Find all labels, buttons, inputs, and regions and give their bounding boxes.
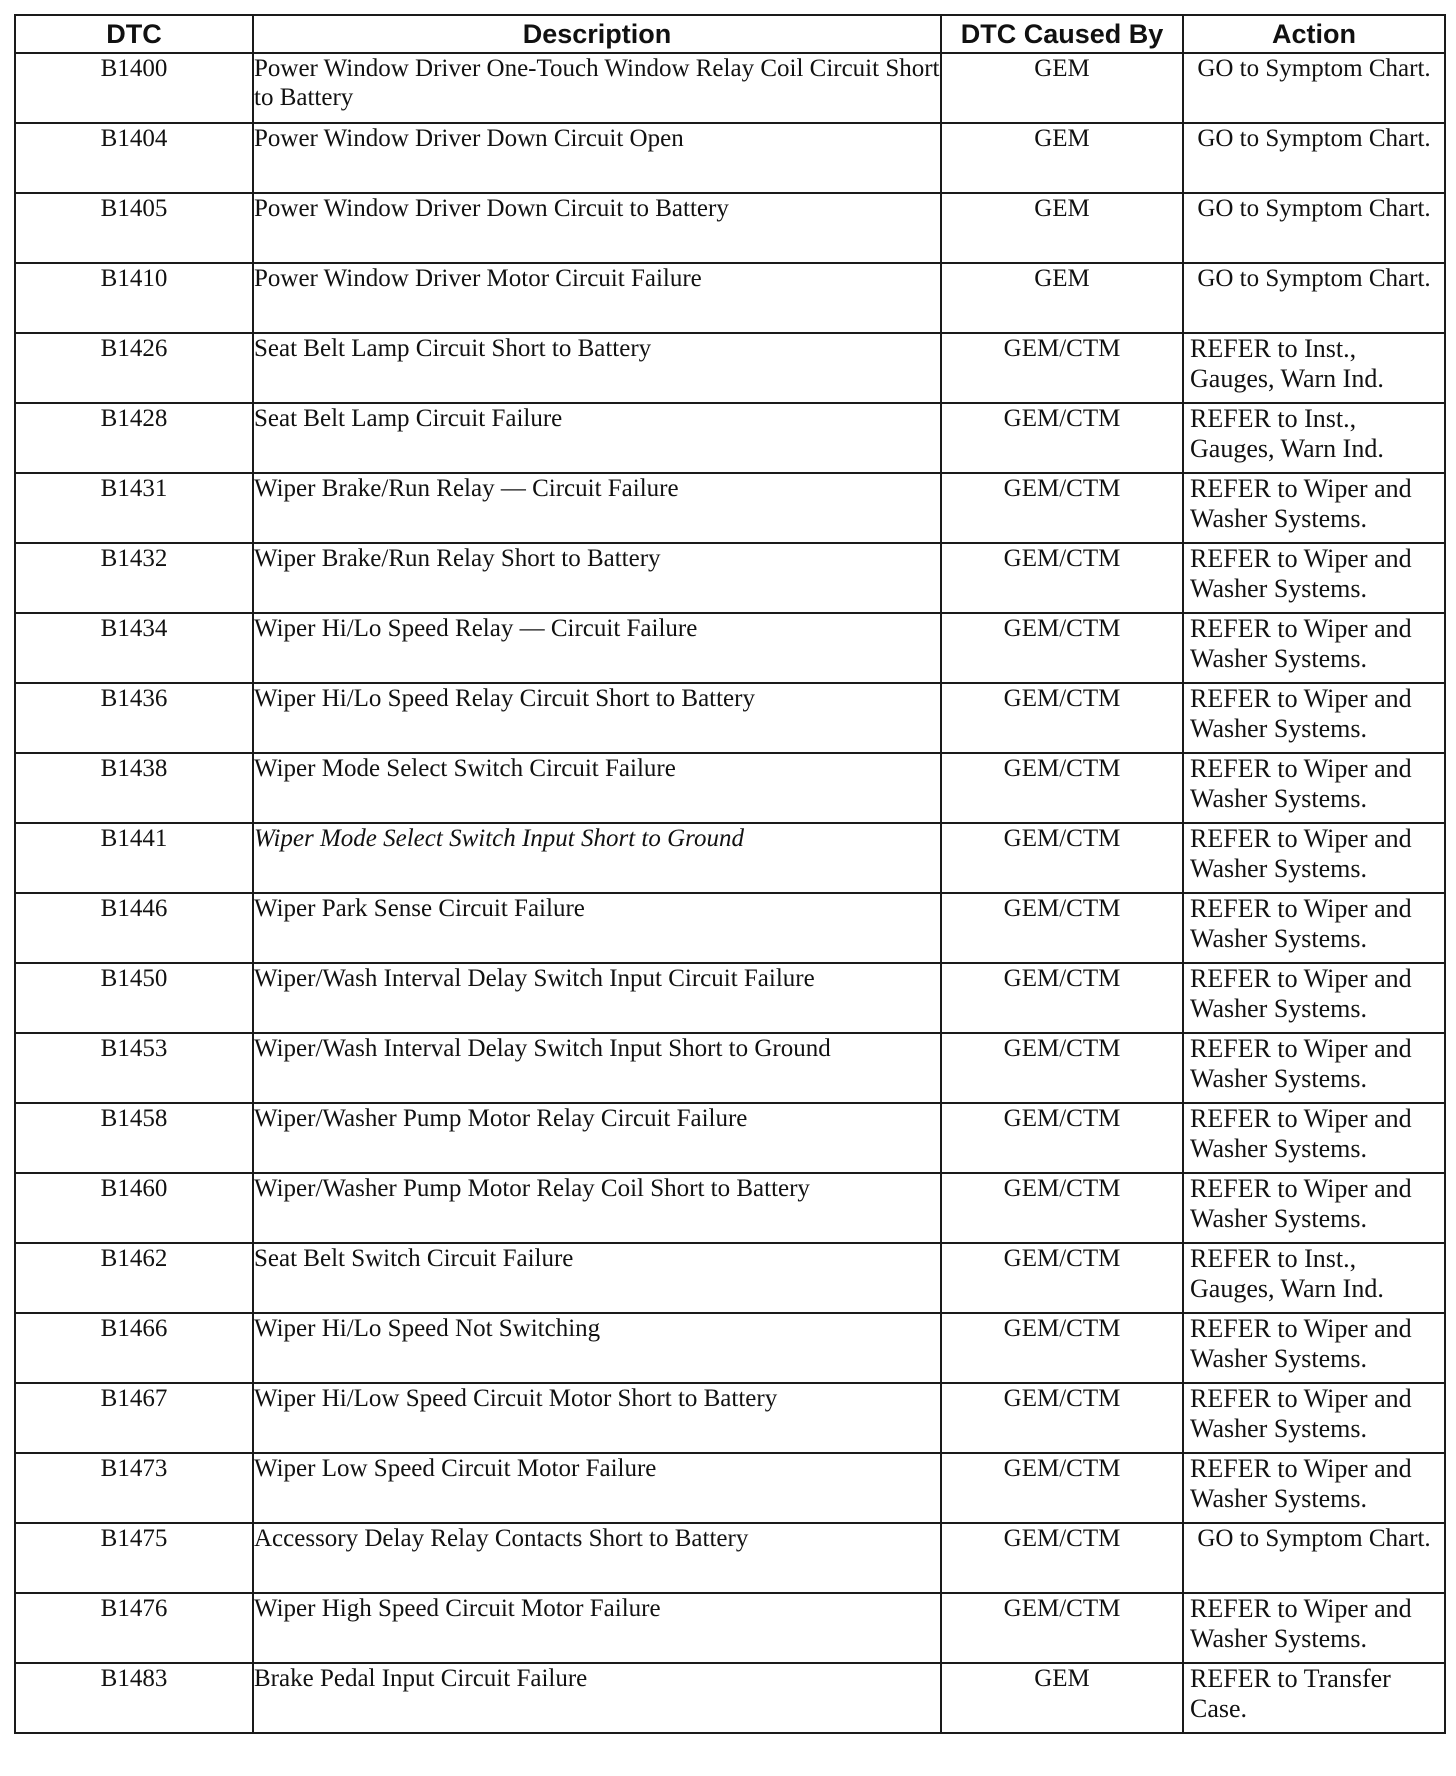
action-cell: GO to Symptom Chart. [1183, 53, 1445, 123]
caused-by-cell: GEM/CTM [941, 613, 1183, 683]
dtc-code-cell: B1458 [15, 1103, 253, 1173]
dtc-code-cell: B1446 [15, 893, 253, 963]
action-cell: REFER to Wiper and Washer Systems. [1183, 823, 1445, 893]
description-cell: Wiper Brake/Run Relay Short to Battery [253, 543, 941, 613]
action-cell: REFER to Wiper and Washer Systems. [1183, 1103, 1445, 1173]
dtc-code-cell: B1441 [15, 823, 253, 893]
description-cell: Power Window Driver Down Circuit Open [253, 123, 941, 193]
dtc-code-cell: B1428 [15, 403, 253, 473]
dtc-code-cell: B1460 [15, 1173, 253, 1243]
dtc-table [14, 14, 1446, 1734]
table-row [15, 1663, 1445, 1733]
table-row [15, 1173, 1445, 1243]
caused-by-cell: GEM/CTM [941, 1103, 1183, 1173]
action-cell: REFER to Wiper and Washer Systems. [1183, 963, 1445, 1033]
caused-by-cell: GEM/CTM [941, 473, 1183, 543]
column-header-action: Action [1183, 15, 1445, 53]
caused-by-cell: GEM [941, 263, 1183, 333]
dtc-code-cell: B1475 [15, 1523, 253, 1593]
dtc-code-cell: B1438 [15, 753, 253, 823]
table-row [15, 1383, 1445, 1453]
dtc-code-cell: B1400 [15, 53, 253, 123]
dtc-code-cell: B1466 [15, 1313, 253, 1383]
table-row [15, 333, 1445, 403]
caused-by-cell: GEM/CTM [941, 403, 1183, 473]
description-cell: Wiper Park Sense Circuit Failure [253, 893, 941, 963]
action-cell: GO to Symptom Chart. [1183, 263, 1445, 333]
caused-by-cell: GEM/CTM [941, 1033, 1183, 1103]
caused-by-cell: GEM/CTM [941, 1593, 1183, 1663]
caused-by-cell: GEM [941, 193, 1183, 263]
header-row [15, 15, 1445, 53]
table-row [15, 1033, 1445, 1103]
table-row [15, 613, 1445, 683]
caused-by-cell: GEM/CTM [941, 1173, 1183, 1243]
description-cell: Wiper/Wash Interval Delay Switch Input Circuit Failure [253, 963, 941, 1033]
table-row [15, 1243, 1445, 1313]
action-cell: REFER to Wiper and Washer Systems. [1183, 1593, 1445, 1663]
dtc-code-cell: B1436 [15, 683, 253, 753]
action-cell: GO to Symptom Chart. [1183, 123, 1445, 193]
action-cell: REFER to Wiper and Washer Systems. [1183, 613, 1445, 683]
caused-by-cell: GEM/CTM [941, 1383, 1183, 1453]
table-row [15, 1523, 1445, 1593]
dtc-code-cell: B1476 [15, 1593, 253, 1663]
action-cell: REFER to Wiper and Washer Systems. [1183, 893, 1445, 963]
description-cell: Power Window Driver Motor Circuit Failure [253, 263, 941, 333]
description-cell: Wiper Mode Select Switch Input Short to Ground [253, 823, 941, 893]
table-row [15, 823, 1445, 893]
description-cell: Seat Belt Switch Circuit Failure [253, 1243, 941, 1313]
table-row [15, 473, 1445, 543]
caused-by-cell: GEM [941, 53, 1183, 123]
description-cell: Wiper Hi/Lo Speed Not Switching [253, 1313, 941, 1383]
dtc-code-cell: B1426 [15, 333, 253, 403]
caused-by-cell: GEM/CTM [941, 683, 1183, 753]
description-cell: Wiper High Speed Circuit Motor Failure [253, 1593, 941, 1663]
description-cell: Wiper Mode Select Switch Circuit Failure [253, 753, 941, 823]
description-cell: Seat Belt Lamp Circuit Short to Battery [253, 333, 941, 403]
action-cell: REFER to Wiper and Washer Systems. [1183, 1033, 1445, 1103]
description-cell: Brake Pedal Input Circuit Failure [253, 1663, 941, 1733]
action-cell: REFER to Wiper and Washer Systems. [1183, 1453, 1445, 1523]
dtc-code-cell: B1432 [15, 543, 253, 613]
description-cell: Wiper/Wash Interval Delay Switch Input Short to Ground [253, 1033, 941, 1103]
dtc-code-cell: B1467 [15, 1383, 253, 1453]
action-cell: REFER to Wiper and Washer Systems. [1183, 1383, 1445, 1453]
table-row [15, 193, 1445, 263]
description-cell: Power Window Driver Down Circuit to Battery [253, 193, 941, 263]
caused-by-cell: GEM/CTM [941, 753, 1183, 823]
table-row [15, 753, 1445, 823]
dtc-code-cell: B1404 [15, 123, 253, 193]
table-row [15, 963, 1445, 1033]
action-cell: REFER to Inst., Gauges, Warn Ind. [1183, 333, 1445, 403]
caused-by-cell: GEM/CTM [941, 1313, 1183, 1383]
description-cell: Seat Belt Lamp Circuit Failure [253, 403, 941, 473]
caused-by-cell: GEM/CTM [941, 1453, 1183, 1523]
dtc-code-cell: B1405 [15, 193, 253, 263]
table-row [15, 123, 1445, 193]
column-header-description: Description [253, 15, 941, 53]
dtc-code-cell: B1453 [15, 1033, 253, 1103]
action-cell: REFER to Wiper and Washer Systems. [1183, 683, 1445, 753]
caused-by-cell: GEM/CTM [941, 1243, 1183, 1313]
action-cell: REFER to Transfer Case. [1183, 1663, 1445, 1733]
caused-by-cell: GEM [941, 123, 1183, 193]
dtc-code-cell: B1434 [15, 613, 253, 683]
table-row [15, 1103, 1445, 1173]
dtc-code-cell: B1462 [15, 1243, 253, 1313]
action-cell: REFER to Wiper and Washer Systems. [1183, 543, 1445, 613]
table-body [15, 53, 1445, 1733]
description-cell: Accessory Delay Relay Contacts Short to Battery [253, 1523, 941, 1593]
table-row [15, 263, 1445, 333]
table-row [15, 403, 1445, 473]
table-header [15, 15, 1445, 53]
action-cell: REFER to Wiper and Washer Systems. [1183, 473, 1445, 543]
description-cell: Wiper Hi/Lo Speed Relay — Circuit Failure [253, 613, 941, 683]
description-cell: Wiper Hi/Lo Speed Relay Circuit Short to Battery [253, 683, 941, 753]
caused-by-cell: GEM/CTM [941, 333, 1183, 403]
action-cell: REFER to Wiper and Washer Systems. [1183, 1313, 1445, 1383]
table-row [15, 53, 1445, 123]
dtc-code-cell: B1450 [15, 963, 253, 1033]
description-cell: Wiper Brake/Run Relay — Circuit Failure [253, 473, 941, 543]
dtc-code-cell: B1410 [15, 263, 253, 333]
table-row [15, 1593, 1445, 1663]
description-cell: Wiper/Washer Pump Motor Relay Circuit Failure [253, 1103, 941, 1173]
description-cell: Wiper Hi/Low Speed Circuit Motor Short to Battery [253, 1383, 941, 1453]
action-cell: GO to Symptom Chart. [1183, 193, 1445, 263]
caused-by-cell: GEM/CTM [941, 823, 1183, 893]
action-cell: REFER to Wiper and Washer Systems. [1183, 753, 1445, 823]
description-cell: Wiper Low Speed Circuit Motor Failure [253, 1453, 941, 1523]
table-row [15, 543, 1445, 613]
table-row [15, 1313, 1445, 1383]
caused-by-cell: GEM/CTM [941, 1523, 1183, 1593]
column-header-caused-by: DTC Caused By [941, 15, 1183, 53]
action-cell: REFER to Inst., Gauges, Warn Ind. [1183, 1243, 1445, 1313]
dtc-code-cell: B1473 [15, 1453, 253, 1523]
caused-by-cell: GEM/CTM [941, 963, 1183, 1033]
dtc-code-cell: B1431 [15, 473, 253, 543]
dtc-code-cell: B1483 [15, 1663, 253, 1733]
description-cell: Wiper/Washer Pump Motor Relay Coil Short to Battery [253, 1173, 941, 1243]
table-row [15, 683, 1445, 753]
column-header-dtc: DTC [15, 15, 253, 53]
caused-by-cell: GEM/CTM [941, 893, 1183, 963]
table-row [15, 893, 1445, 963]
action-cell: GO to Symptom Chart. [1183, 1523, 1445, 1593]
caused-by-cell: GEM [941, 1663, 1183, 1733]
action-cell: REFER to Wiper and Washer Systems. [1183, 1173, 1445, 1243]
dtc-table-page [14, 14, 1444, 1734]
description-cell: Power Window Driver One-Touch Window Relay Coil Circuit Short to Battery [253, 53, 941, 123]
caused-by-cell: GEM/CTM [941, 543, 1183, 613]
action-cell: REFER to Inst., Gauges, Warn Ind. [1183, 403, 1445, 473]
table-row [15, 1453, 1445, 1523]
